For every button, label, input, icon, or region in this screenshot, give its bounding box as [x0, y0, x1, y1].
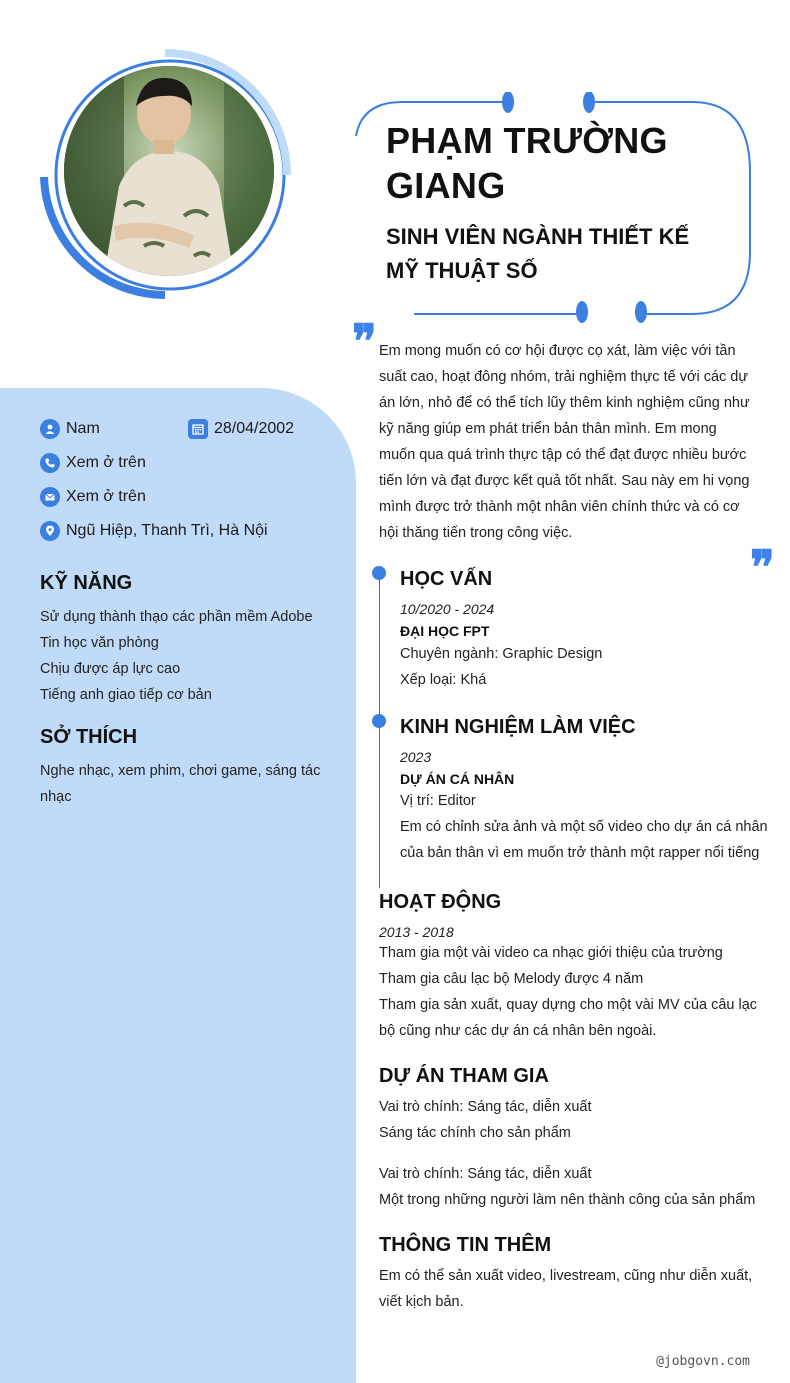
avatar: [64, 66, 274, 276]
timeline-dot: [372, 714, 386, 728]
hobbies-line-1: Nghe nhạc, xem phim, chơi game, sáng tác: [40, 763, 321, 779]
activity-item: Tham gia một vài video ca nhạc giới thiệu của trường: [379, 945, 723, 961]
role-line-1: SINH VIÊN NGÀNH THIẾT KẾ: [386, 224, 690, 249]
skill-item: Tiếng anh giao tiếp cơ bản: [40, 687, 212, 703]
education-section: [400, 568, 760, 693]
skills-title: KỸ NĂNG: [40, 572, 133, 594]
project-1-desc: Sáng tác chính cho sản phẩm: [379, 1125, 571, 1141]
candidate-name: [386, 118, 716, 208]
experience-desc-line-2: của bản thân vì em muốn trở thành một rapper nổi tiếng: [400, 845, 760, 861]
experience-project: DỰ ÁN CÁ NHÂN: [400, 771, 515, 787]
activity-item-line-1: Tham gia sản xuất, quay dựng cho một vài MV của câu lạc: [379, 997, 758, 1013]
education-period: 10/2020 - 2024: [400, 601, 495, 617]
projects-section: [379, 1065, 759, 1213]
close-quote-icon: ❞: [750, 540, 775, 594]
calendar-icon: [188, 419, 208, 439]
birthday-value: 28/04/2002: [214, 420, 295, 437]
hobbies-title: SỞ THÍCH: [40, 726, 138, 748]
user-icon: [40, 419, 60, 439]
experience-desc-line-1: Em có chỉnh sửa ảnh và một số video cho dự án cá nhân: [400, 819, 768, 835]
activities-section: [379, 891, 759, 1044]
address-row: [40, 521, 268, 541]
hobbies-text: [40, 758, 320, 810]
project-2-desc: Một trong những người làm nên thành công của sản phẩm: [379, 1192, 756, 1208]
projects-title: DỰ ÁN THAM GIA: [379, 1065, 549, 1087]
phone-icon: [40, 453, 60, 473]
skill-item: Sử dụng thành thạo các phần mềm Adobe: [40, 609, 313, 625]
project-2-role: Vai trò chính: Sáng tác, diễn xuất: [379, 1166, 592, 1182]
career-objective: Em mong muốn có cơ hội được cọ xát, làm việc với tần suất cao, hoạt đông nhóm, trải nghiệm thực tế với các dự án lớn, nhỏ để có thể tích lũy thêm kinh nghiệm cũng như kỹ năng giúp em phát triển bản thân mình. Em mong muốn qua quá trình thực tập có thể đạt được nhiều bước tiến lớn và đạt được kết quả tốt nhất. Sau này em hi vọng mình được trở thành một nhân viên chính thức và có cơ hội thăng tiến trong công việc.: [379, 343, 750, 541]
role-line-2: MỸ THUẬT SỐ: [386, 258, 538, 283]
education-major: Chuyên ngành: Graphic Design: [400, 646, 603, 662]
experience-title: KINH NGHIỆM LÀM VIỆC: [400, 716, 636, 738]
activities-title: HOẠT ĐỘNG: [379, 891, 502, 913]
skill-item: Chịu được áp lực cao: [40, 661, 181, 677]
open-quote-icon: ❞: [352, 314, 377, 368]
skill-item: Tin học văn phòng: [40, 635, 159, 651]
education-grade: Xếp loại: Khá: [400, 672, 487, 688]
email-value: Xem ở trên: [66, 488, 146, 505]
timeline-line: [379, 574, 380, 888]
experience-period: 2023: [400, 749, 432, 765]
phone-row: [40, 453, 146, 473]
extra-info-title: THÔNG TIN THÊM: [379, 1234, 552, 1256]
skills-list: [40, 604, 313, 708]
birthday-row: [188, 419, 294, 439]
location-pin-icon: [40, 521, 60, 541]
activities-period: 2013 - 2018: [379, 924, 454, 940]
hobbies-line-2: nhạc: [40, 789, 72, 805]
experience-position: Vị trí: Editor: [400, 793, 476, 809]
email-row: [40, 487, 146, 507]
footer-watermark: @jobgovn.com: [656, 1354, 750, 1369]
extra-info-line-1: Em có thể sản xuất video, livestream, cũng như diễn xuất,: [379, 1268, 753, 1284]
phone-value: Xem ở trên: [66, 454, 146, 471]
experience-section: [400, 716, 768, 866]
address-value: Ngũ Hiệp, Thanh Trì, Hà Nội: [66, 522, 268, 539]
gender-value: Nam: [66, 420, 100, 437]
extra-info-line-2: viết kịch bản.: [379, 1294, 464, 1310]
education-title: HỌC VẤN: [400, 568, 493, 590]
name-line-1: PHẠM TRƯỜNG: [386, 120, 668, 161]
candidate-role: [386, 220, 716, 288]
activity-item-line-2: bộ cũng như các dự án cá nhân bên ngoài.: [379, 1023, 657, 1039]
education-school: ĐẠI HỌC FPT: [400, 623, 490, 639]
gender-row: [40, 419, 100, 439]
extra-info-section: [379, 1234, 759, 1315]
mail-icon: [40, 487, 60, 507]
name-line-2: GIANG: [386, 165, 506, 206]
activity-item: Tham gia câu lạc bộ Melody được 4 năm: [379, 971, 644, 987]
timeline-dot: [372, 566, 386, 580]
project-1-role: Vai trò chính: Sáng tác, diễn xuất: [379, 1099, 592, 1115]
